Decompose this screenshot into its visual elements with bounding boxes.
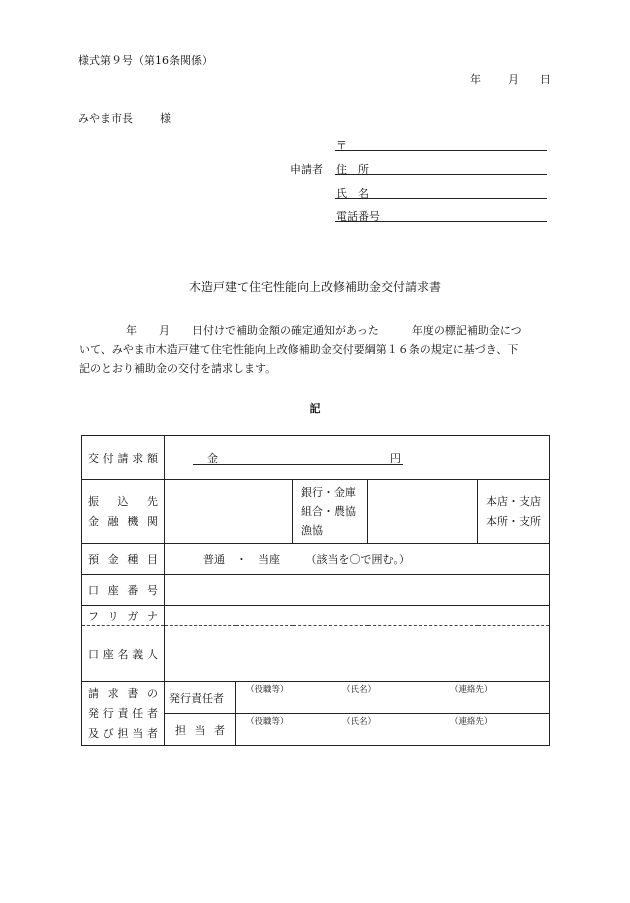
person-label: 担 当 者 <box>165 714 236 746</box>
phone-label: 電話番号 <box>336 210 380 223</box>
account-number-label: 口 座 番 号 <box>82 575 165 606</box>
honorific: 様 <box>160 112 171 125</box>
account-type-label: 預 金 種 目 <box>82 544 165 575</box>
body-line-1: 年 月 日付けで補助金額の確定通知があった 年度の標記補助金につ <box>126 324 522 337</box>
date-month: 月 <box>508 73 519 86</box>
request-form-table <box>81 435 550 746</box>
amount-prefix: 金 <box>207 452 218 465</box>
bank-label: 振 込 先 金 融 機 関 <box>82 480 165 544</box>
issuer-field[interactable]: （役職等） （氏名） （連絡先） <box>236 682 550 714</box>
body-line-2: いて、みやま市木造戸建て住宅性能向上改修補助金交付要綱第１６条の規定に基づき、下 <box>79 343 519 356</box>
addressee: みやま市長 <box>78 112 133 125</box>
bank-type: 銀行・金庫 組合・農協 漁協 <box>293 480 368 544</box>
responsible-label: 請 求 書 の 発 行 責 任 者 及 び 担 当 者 <box>82 682 165 746</box>
document-title: 木造戸建て住宅性能向上改修補助金交付請求書 <box>188 280 441 294</box>
person-field[interactable]: （役職等） （氏名） （連絡先） <box>236 714 550 746</box>
amount-label: 交 付 請 求 額 <box>82 436 165 480</box>
name-label: 氏 名 <box>336 187 369 200</box>
amount-suffix: 円 <box>390 452 401 465</box>
phone-line <box>335 221 547 222</box>
name-line <box>335 198 547 199</box>
holder-field[interactable] <box>165 626 550 682</box>
holder-label: 口 座 名 義 人 <box>82 626 165 682</box>
applicant-label: 申請者 <box>290 163 323 176</box>
account-type-note: （該当を〇で囲む。） <box>305 553 410 566</box>
address-label: 住 所 <box>336 163 369 176</box>
form-number: 様式第９号（第16条関係） <box>78 54 213 67</box>
account-type-options: 普通 ・ 当座 <box>203 553 280 566</box>
account-type-field[interactable] <box>165 544 550 575</box>
bank-name-field[interactable] <box>165 480 293 544</box>
account-number-field[interactable] <box>165 575 550 606</box>
branch-name-field[interactable] <box>368 480 478 544</box>
furigana-field[interactable] <box>165 606 550 626</box>
amount-field[interactable] <box>165 436 550 480</box>
date-day: 日 <box>540 73 551 86</box>
postal-mark: 〒 <box>336 139 347 152</box>
branch-type: 本店・支店 本所・支所 <box>478 480 550 544</box>
body-line-3: 記のとおり補助金の交付を請求します。 <box>79 362 277 375</box>
issuer-label: 発行責任者 <box>165 682 236 714</box>
address-line <box>335 174 547 175</box>
furigana-label: フ リ ガ ナ <box>82 606 165 626</box>
date-year: 年 <box>470 73 481 86</box>
postal-line <box>335 150 547 151</box>
ki-heading: 記 <box>309 402 321 415</box>
